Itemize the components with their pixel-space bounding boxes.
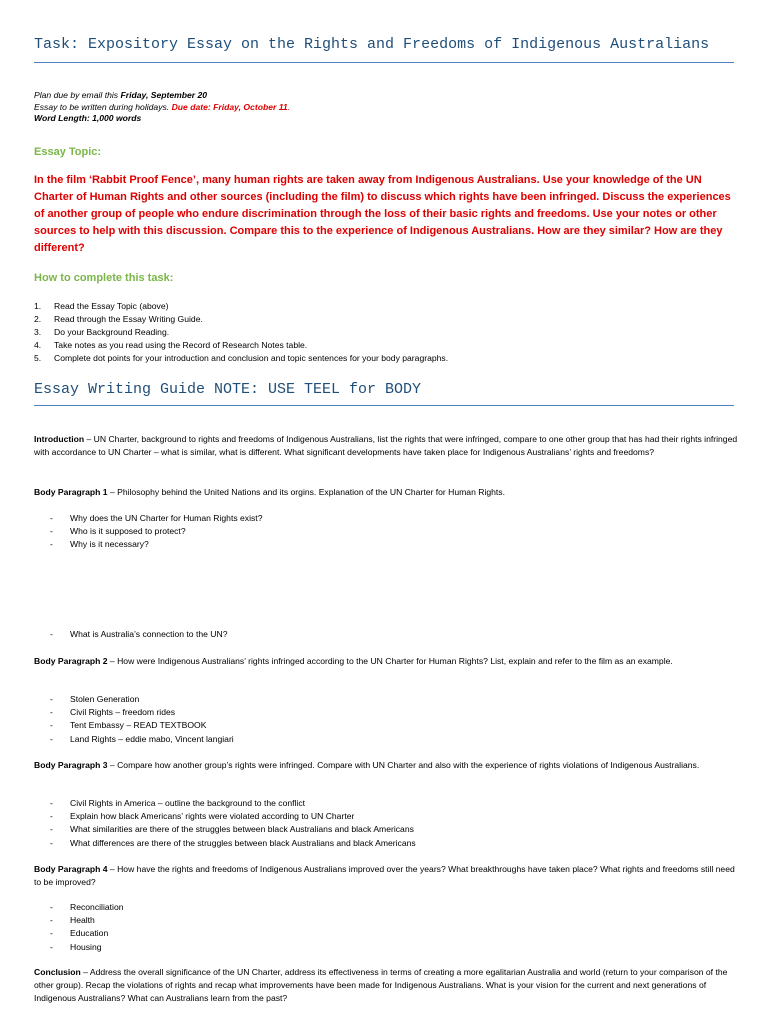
word-length-value: : 1,000 words (86, 113, 142, 124)
word-length-line (34, 113, 290, 125)
body-2-bullets (50, 693, 234, 746)
body-paragraph-1 (34, 486, 740, 499)
word-length-label: Word Length (34, 113, 87, 124)
body-4-label: Body Paragraph 4 (34, 864, 108, 874)
body-3-label: Body Paragraph 3 (34, 760, 108, 770)
body-1-bullets (50, 512, 262, 552)
page-title: Task: Expository Essay on the Rights and Freedoms of Indigenous Australians (34, 36, 710, 53)
how-to-heading: How to complete this task: (34, 272, 174, 284)
list-item (34, 339, 448, 352)
step-number: 2. (34, 314, 42, 325)
list-item: - What is Australia’s connection to the UN? (50, 628, 227, 641)
title-divider (34, 62, 734, 63)
due-date-suffix: . (287, 101, 291, 112)
list-item: - Civil Rights in America – outline the background to the conflict (50, 797, 416, 810)
list-item: - Tent Embassy – READ TEXTBOOK (50, 719, 234, 732)
step-number: 3. (34, 327, 42, 338)
plan-due-date: Friday, September 20 (120, 90, 208, 100)
list-item: - Housing (50, 941, 124, 954)
conclusion-paragraph (34, 966, 740, 1004)
list-item (34, 313, 448, 326)
body-4-bullets (50, 901, 124, 954)
list-item: - Health (50, 914, 124, 927)
plan-due-prefix: Plan due by email this (34, 90, 121, 100)
plan-due-line (34, 90, 290, 102)
essay-due-line (34, 102, 290, 114)
body-1-label: Body Paragraph 1 (34, 487, 108, 497)
list-item: - Why is it necessary? (50, 538, 262, 551)
list-item: - Land Rights – eddie mabo, Vincent langiari (50, 733, 234, 746)
list-item: - Education (50, 927, 124, 940)
how-to-steps (34, 300, 448, 365)
list-item: - What similarities are there of the struggles between black Australians and black Americans (50, 823, 416, 836)
step-text: Take notes as you read using the Record of Research Notes table. (54, 340, 308, 351)
body-paragraph-2 (34, 655, 740, 668)
step-number: 1. (34, 301, 42, 311)
list-item (34, 352, 448, 365)
step-number: 4. (34, 340, 42, 351)
body-paragraph-3 (34, 759, 740, 772)
essay-topic-text: In the film ‘Rabbit Proof Fence’, many human rights are taken away from Indigenous Australians. Use your knowledge of the UN Charter of Human Rights and other sources (including the film) to discuss which rights have been infringed. Discuss the experiences of another group of people who endure discrimination through the loss of their basic rights and freedoms. Use your notes or other sources to help with this discussion. Compare this to the experience of Indigenous Australians. How are they similar? How are they different? (34, 174, 731, 254)
list-item: - Who is it supposed to protect? (50, 525, 262, 538)
body-3-bullets (50, 797, 416, 850)
due-date-value: Friday, October 11 (213, 101, 288, 112)
essay-due-prefix: Essay to be written during holidays. (34, 101, 172, 112)
step-text: Do your Background Reading. (54, 327, 170, 338)
step-number: 5. (34, 353, 42, 364)
introduction-text: – UN Charter, background to rights and freedoms of Indigenous Australians, list the rights that were infringed, compare to one other group that has had their rights infringed with accordance to UN Charter – what is similar, what is different. What significant developments have taken place for Indigenous Australians’ rights and freedoms? (34, 434, 738, 457)
step-text: Read the Essay Topic (above) (54, 301, 169, 311)
list-item: - Why does the UN Charter for Human Rights exist? (50, 512, 262, 525)
list-item: - Stolen Generation (50, 693, 234, 706)
body-3-text: – Compare how another group’s rights were infringed. Compare with UN Charter and also with the experience of rights violations of Indigenous Australians. (107, 760, 700, 770)
due-dates-block (34, 90, 290, 125)
list-item: - Civil Rights – freedom rides (50, 706, 234, 719)
conclusion-label: Conclusion (34, 967, 81, 977)
body-1-extra-bullets (50, 628, 227, 641)
body-4-text: – How have the rights and freedoms of Indigenous Australians improved over the years? What breakthroughs have taken place? What rights and freedoms still need to be improved? (34, 864, 735, 887)
body-paragraph-4 (34, 863, 740, 889)
list-item: - Explain how black Americans’ rights were violated according to UN Charter (50, 810, 416, 823)
essay-topic-heading: Essay Topic: (34, 146, 102, 158)
introduction-label: Introduction (34, 434, 85, 444)
introduction-paragraph (34, 433, 740, 459)
list-item (34, 300, 448, 313)
body-2-text: – How were Indigenous Australians’ rights infringed according to the UN Charter for Human Rights? List, explain and refer to the film as an example. (107, 656, 673, 666)
body-2-label: Body Paragraph 2 (34, 656, 108, 666)
guide-divider (34, 405, 734, 406)
list-item (34, 326, 448, 339)
due-date-label: Due date: (171, 101, 214, 112)
list-item: - Reconciliation (50, 901, 124, 914)
guide-heading: Essay Writing Guide NOTE: USE TEEL for BODY (34, 381, 422, 398)
body-1-text: – Philosophy behind the United Nations and its orgins. Explanation of the UN Charter for Human Rights. (107, 487, 505, 497)
step-text: Read through the Essay Writing Guide. (54, 314, 203, 325)
conclusion-text: – Address the overall significance of the UN Charter, address its effectiveness in terms of creating a more egalitarian Australia and world (return to your comparison of the other group). Recap the violations of rights and recap what improvements have been made for Indigenous Australians. What is your vision for the current and next generations of Indigenous Australians? What can Australians learn from the past? (34, 967, 728, 1003)
step-text: Complete dot points for your introduction and conclusion and topic sentences for your body paragraphs. (54, 353, 449, 364)
list-item: - What differences are there of the struggles between black Australians and black Americans (50, 837, 416, 850)
